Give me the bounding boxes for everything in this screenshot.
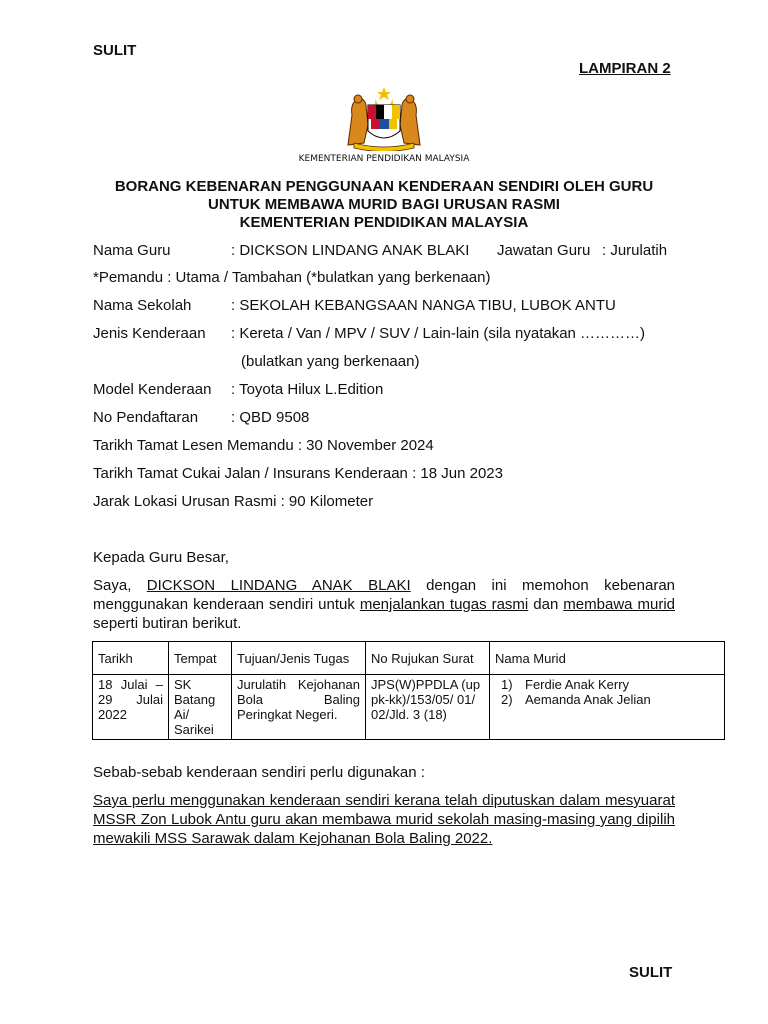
jenis-kenderaan-label: Jenis Kenderaan xyxy=(93,325,206,342)
jenis-kenderaan-value: : Kereta / Van / MPV / SUV / Lain-lain (sila nyatakan …………) xyxy=(231,325,646,342)
list-item: 2) Aemanda Anak Jelian xyxy=(501,692,651,707)
model-kenderaan-label: Model Kenderaan xyxy=(93,381,212,398)
dan-text: dan xyxy=(533,596,559,613)
table-header-cell: No Rujukan Surat xyxy=(366,642,490,675)
rujukan-cell: JPS(W)PPDLA (uppk-kk)/153/05/ 01/ 02/Jld. 3 (18) xyxy=(366,675,490,740)
classification-bottom: SULIT xyxy=(629,964,673,981)
table-header-cell: Tempat xyxy=(169,642,232,675)
tarikh-cell: 18 Julai – 29 Julai 2022 xyxy=(93,675,169,740)
salutation: Kepada Guru Besar, xyxy=(93,549,229,566)
no-pendaftaran-label: No Pendaftaran xyxy=(93,409,199,426)
tujuan-cell: Jurulatih Kejohanan Bola Baling Peringkat Negeri. xyxy=(232,675,366,740)
table-header-cell: Tujuan/Jenis Tugas xyxy=(232,642,366,675)
sebab-text: Saya perlu menggunakan kenderaan sendiri kerana telah diputuskan dalam mesyuarat MSSR Zon Lubok Antu guru akan membawa murid sekolah masing-masing yang dipilih mewakili MSS Sarawak dalam Kejohanan Bola Baling 2022. xyxy=(93,792,675,847)
nama-guru-label: Nama Guru xyxy=(93,242,171,259)
model-kenderaan-value: : Toyota Hilux L.Edition xyxy=(231,381,384,398)
table-header-cell: Tarikh xyxy=(93,642,169,675)
sebab-heading: Sebab-sebab kenderaan sendiri perlu digunakan : xyxy=(93,764,425,781)
table-header-cell: Nama Murid xyxy=(490,642,725,675)
no-pendaftaran-value: : QBD 9508 xyxy=(231,409,310,426)
membawa-murid-underlined: membawa murid xyxy=(563,596,675,613)
murid-name: Aemanda Anak Jelian xyxy=(525,692,651,707)
application-text-2: seperti butiran berikut. xyxy=(93,615,242,632)
details-table xyxy=(92,641,725,740)
form-title-line3: KEMENTERIAN PENDIDIKAN MALAYSIA xyxy=(239,214,529,231)
murid-name: Ferdie Anak Kerry xyxy=(525,677,630,692)
tarikh-lesen: Tarikh Tamat Lesen Memandu : 30 November 2024 xyxy=(93,437,434,454)
application-paragraph xyxy=(93,576,675,633)
teacher-name-underlined: DICKSON LINDANG ANAK BLAKI xyxy=(146,577,411,594)
lampiran-label: LAMPIRAN 2 xyxy=(579,60,671,77)
nama-guru-value: : DICKSON LINDANG ANAK BLAKI xyxy=(231,242,470,259)
tempat-cell: SK Batang Ai/ Sarikei xyxy=(169,675,232,740)
ministry-caption: KEMENTERIAN PENDIDIKAN MALAYSIA xyxy=(298,154,470,164)
coat-of-arms-logo xyxy=(338,85,430,151)
classification-top: SULIT xyxy=(93,42,137,59)
table-row xyxy=(93,675,725,740)
tugas-rasmi-underlined: menjalankan tugas rasmi xyxy=(359,596,529,613)
form-title-line2: UNTUK MEMBAWA MURID BAGI URUSAN RASMI xyxy=(208,196,560,213)
application-text-1: dengan ini memohon kebenaran menggunakan kenderaan sendiri untuk xyxy=(93,577,676,613)
nama-murid-cell xyxy=(490,675,725,740)
pemandu-field: *Pemandu : Utama / Tambahan (*bulatkan yang berkenaan) xyxy=(93,269,491,286)
jawatan-guru-label: Jawatan Guru xyxy=(497,242,591,259)
nama-sekolah-value: : SEKOLAH KEBANGSAAN NANGA TIBU, LUBOK ANTU xyxy=(231,297,616,314)
saya-text: Saya, xyxy=(93,577,132,594)
tarikh-cukai: Tarikh Tamat Cukai Jalan / Insurans Kenderaan : 18 Jun 2023 xyxy=(93,465,503,482)
jenis-kenderaan-note: (bulatkan yang berkenaan) xyxy=(241,353,420,370)
table-header-row xyxy=(93,642,725,675)
form-title-line1: BORANG KEBENARAN PENGGUNAAN KENDERAAN SENDIRI OLEH GURU xyxy=(114,178,654,195)
jarak-lokasi: Jarak Lokasi Urusan Rasmi : 90 Kilometer xyxy=(93,493,374,510)
jawatan-guru-value: : Jurulatih xyxy=(602,242,668,259)
nama-sekolah-label: Nama Sekolah xyxy=(93,297,192,314)
list-item: 1) Ferdie Anak Kerry xyxy=(501,677,630,692)
